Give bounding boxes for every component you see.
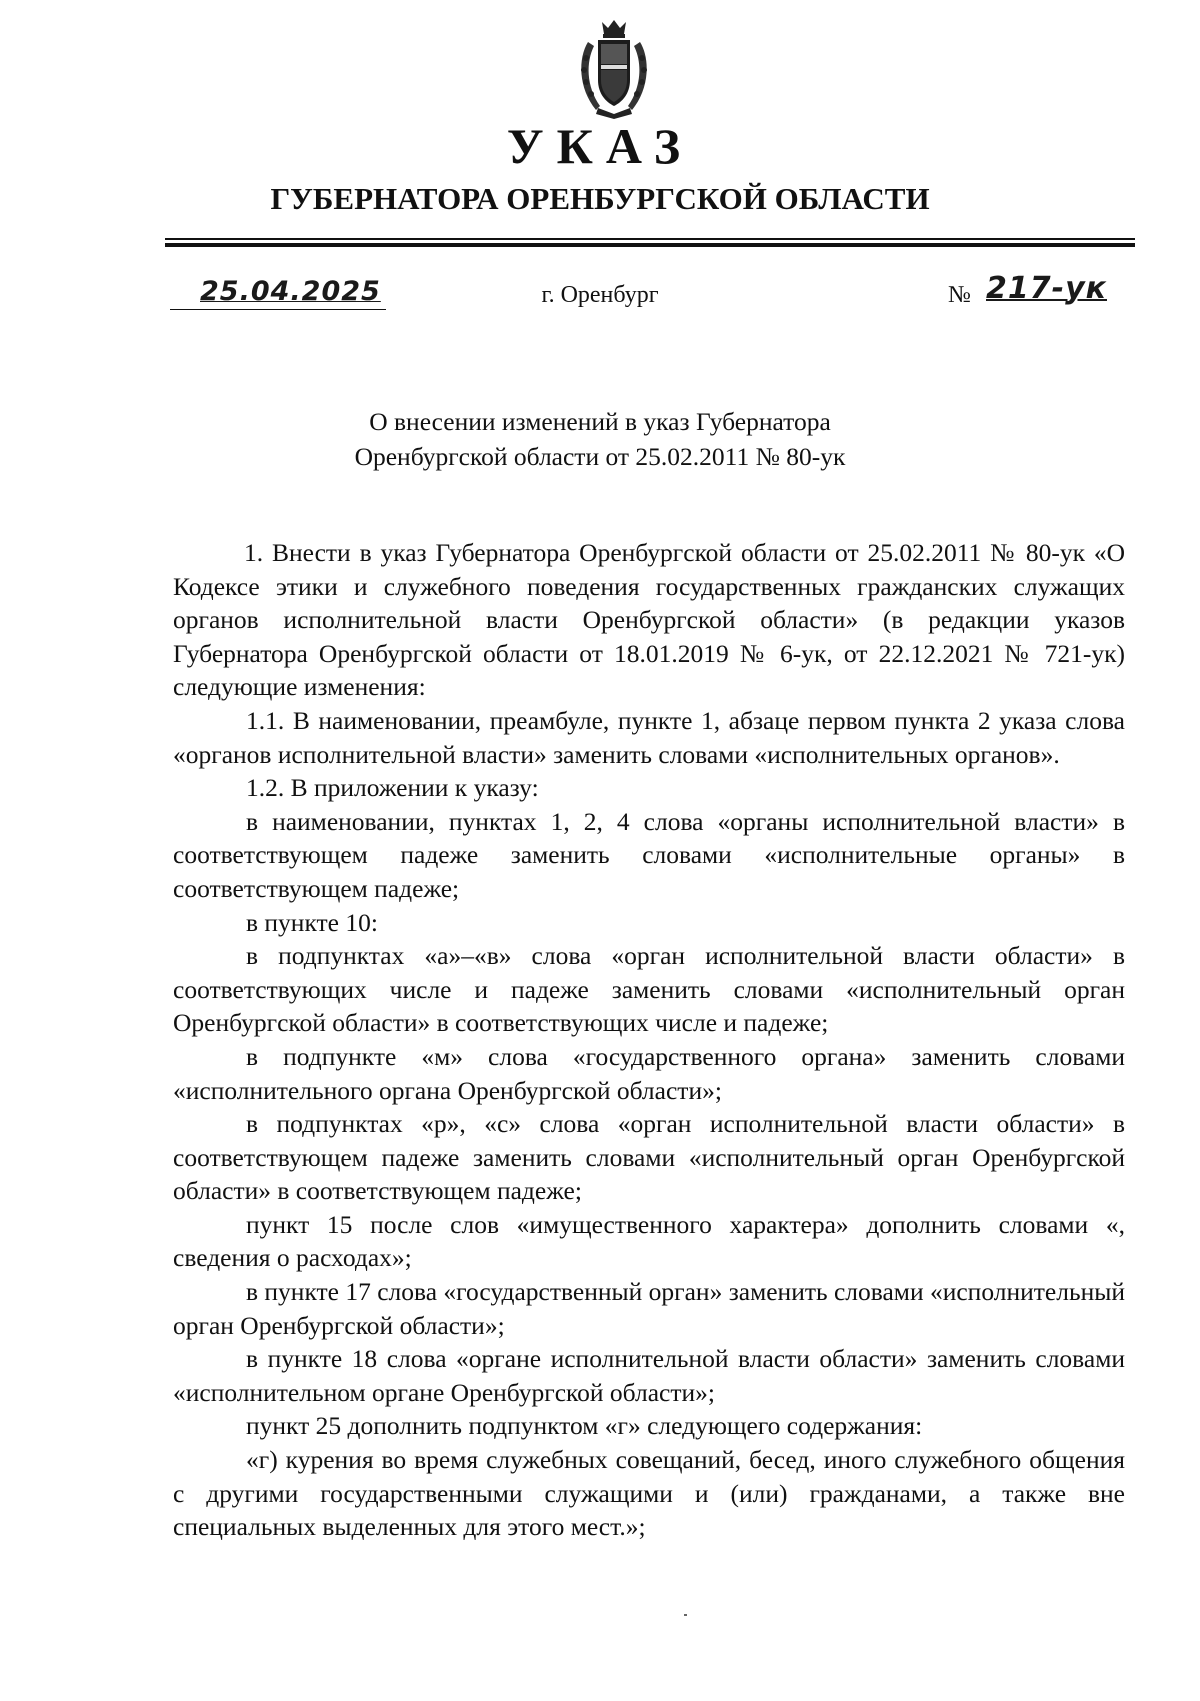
scan-speck [684,1614,687,1616]
document-number: 217-ук [986,271,1107,306]
document-type-title: УКАЗ [506,118,694,174]
paragraph: пункт 15 после слов «имущественного характера» дополнить словами «, сведения о расходах»; [173,1209,1125,1273]
document-heading [0,404,1200,474]
heading-line-1: О внесении изменений в указ Губернатора [369,407,831,436]
paragraph: в подпунктах «р», «с» слова «орган исполнительной власти области» в соответствующем падеже заменить словами «исполнительный орган Оренбургской области» в соответствующем падеже; [173,1109,1125,1206]
coat-of-arms-emblem [574,18,654,120]
document-body [173,536,1125,1544]
paragraph: в подпункте «м» слова «государственного органа» заменить словами «исполнительного органа Оренбургской области»; [173,1041,1125,1105]
paragraph: 1. Внести в указ Губернатора Оренбургской области от 25.02.2011 № 80-ук «О Кодексе этики и служебного поведения государственных гражданских служащих органов исполнительной власти Оренбургской области» (в редакции указов Губернатора Оренбургской области от 18.01.2019 № 6-ук, от 22.12.2021 № 721-ук) следующие изменения: [173,538,1125,702]
issue-city: г. Оренбург [541,282,659,308]
paragraph: «г) курения во время служебных совещаний, бесед, иного служебного общения с другими государственными служащими и (или) гражданами, а также вне специальных выделенных для этого мест.»; [173,1445,1125,1542]
paragraph: пункт 25 дополнить подпунктом «г» следующего содержания: [246,1411,923,1441]
document-number-label: № [948,282,971,308]
paragraph: 1.2. В приложении к указу: [246,773,539,803]
document-date: 25.04.2025 [200,276,381,307]
oblast-coat-of-arms-icon [574,18,654,120]
header-divider-thick [165,243,1135,247]
paragraph: в пункте 17 слова «государственный орган» заменить словами «исполнительный орган Оренбургской области»; [173,1277,1126,1340]
issuer-subtitle: ГУБЕРНАТОРА ОРЕНБУРГСКОЙ ОБЛАСТИ [270,181,930,216]
header-divider-thin [165,238,1135,240]
paragraph: 1.1. В наименовании, преамбуле, пункте 1, абзаце первом пункта 2 указа слова «органов исполнительной власти» заменить словами «исполнительных органов». [173,705,1125,769]
paragraph: в наименовании, пунктах 1, 2, 4 слова «органы исполнительной власти» в соответствующем падеже заменить словами «исполнительные органы» в соответствующем падеже; [173,806,1125,903]
heading-line-2: Оренбургской области от 25.02.2011 № 80-ук [354,442,846,471]
paragraph: в подпунктах «а»–«в» слова «орган исполнительной власти области» в соответствующих числе и падеже заменить словами «исполнительный орган Оренбургской области» в соответствующих числе и падеже; [173,941,1125,1038]
paragraph: в пункте 10: [246,907,378,937]
paragraph: в пункте 18 слова «органе исполнительной власти области» заменить словами «исполнительном органе Оренбургской области»; [173,1344,1125,1407]
